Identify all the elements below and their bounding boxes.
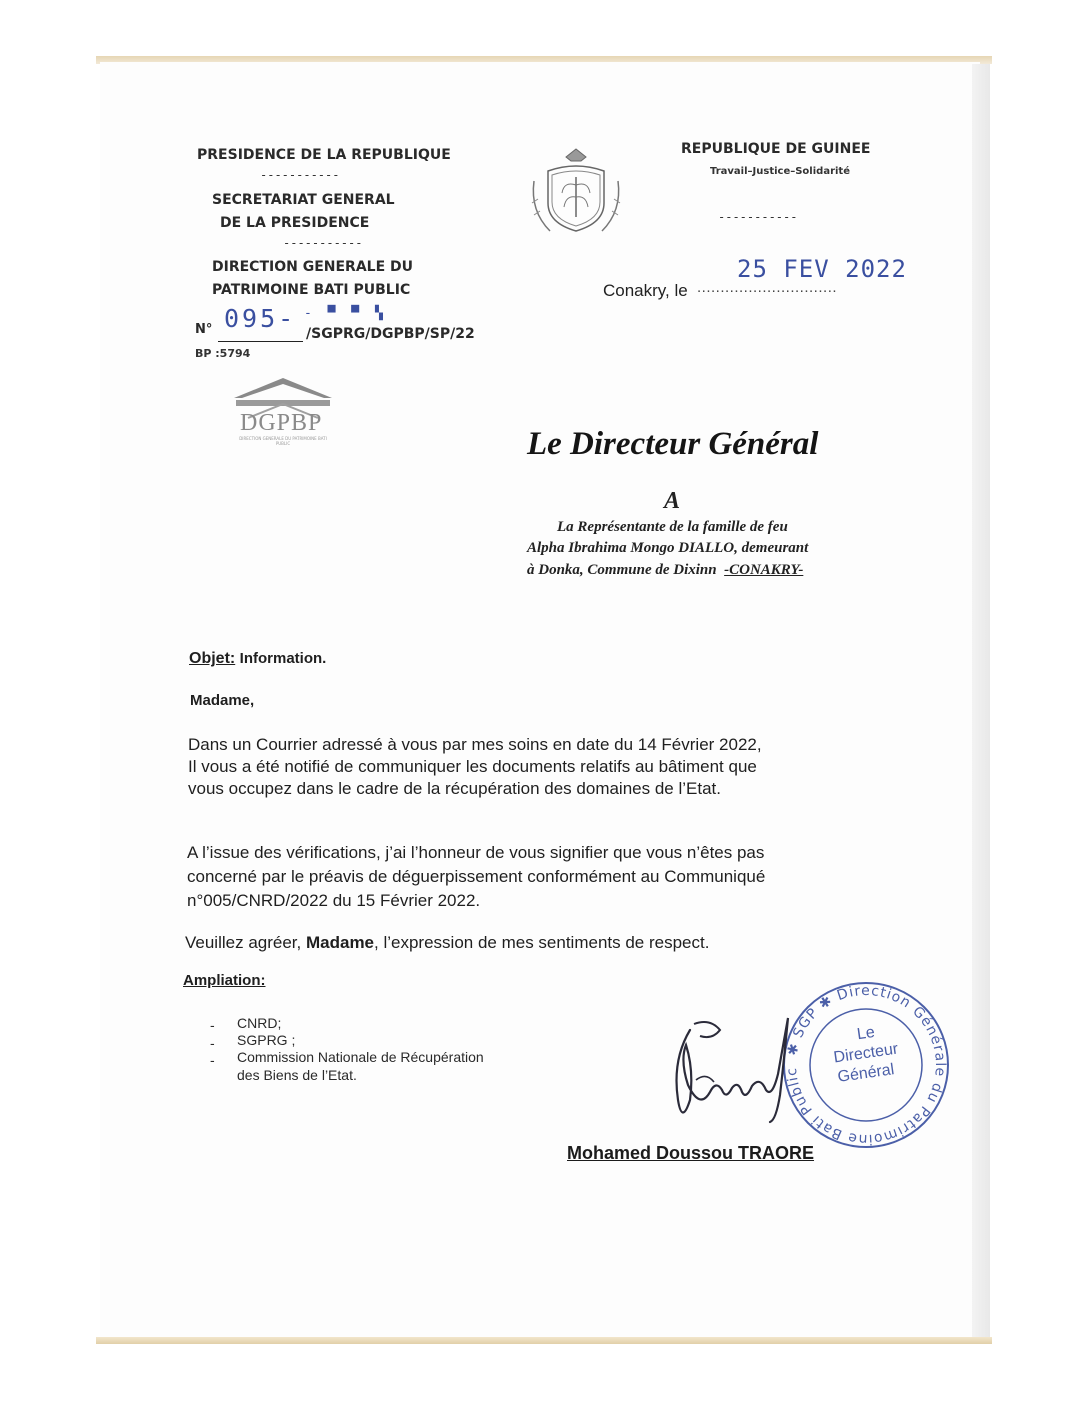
paragraph-1-line-3: vous occupez dans le cadre de la récupération des domaines de l’Etat. [188, 779, 721, 798]
reference-stamp-marks: - ▀ ▀ ▚ [304, 306, 387, 321]
ampliation-bullet: - [210, 1035, 215, 1051]
ampliation-item: CNRD; [237, 1015, 282, 1031]
header-motto: Travail–Justice–Solidarité [710, 166, 850, 177]
header-secretariat: SECRETARIAT GENERAL [212, 192, 395, 208]
sender-title: Le Directeur Général [527, 426, 819, 462]
recipient-address: à Donka, Commune de Dixinn [527, 562, 717, 578]
recipient-line-3 [527, 562, 803, 579]
ampliation-item: des Biens de l’Etat. [237, 1067, 357, 1083]
header-presidence-2: DE LA PRESIDENCE [220, 215, 370, 231]
paragraph-2-line-1: A l’issue des vérifications, j’ai l’honneur de vous signifier que vous n’êtes pas [187, 843, 765, 862]
reference-suffix: /SGPRG/DGPBP/SP/22 [306, 326, 475, 342]
ampliation-item: Commission Nationale de Récupération [237, 1049, 484, 1065]
ampliation-label: Ampliation: [183, 972, 266, 989]
signatory-name: Mohamed Doussou TRAORE [567, 1143, 815, 1163]
paper-edge-bottom [96, 1337, 992, 1344]
ampliation-item: SGPRG ; [237, 1032, 296, 1048]
header-right-separator: ----------- [718, 210, 798, 224]
ampliation-bullet: - [210, 1017, 215, 1033]
closing-prefix: Veuillez agréer, [185, 933, 302, 952]
recipient-city: -CONAKRY- [724, 562, 804, 578]
postal-box: BP :5794 [195, 347, 251, 360]
stamp-center-1: Le [855, 1023, 876, 1044]
header-separator-2: ----------- [283, 236, 363, 250]
header-patrimoine: PATRIMOINE BATI PUBLIC [212, 282, 411, 298]
date-place: Conakry, le [603, 281, 688, 300]
closing-suffix: , l’expression de mes sentiments de respect. [374, 933, 710, 952]
reference-number-stamp: 095- [224, 304, 297, 333]
handwritten-signature [660, 1000, 810, 1130]
signature-icon [660, 1000, 810, 1130]
header-direction: DIRECTION GENERALE DU [212, 259, 413, 275]
paragraph-2-line-2: concerné par le préavis de déguerpissement conformément au Communiqué [187, 867, 766, 886]
paragraph-1-line-2: Il vous a été notifié de communiquer les documents relatifs au bâtiment que [188, 757, 757, 776]
recipient-line-1: La Représentante de la famille de feu [557, 519, 788, 535]
header-country: REPUBLIQUE DE GUINEE [681, 141, 871, 157]
coat-of-arms-icon [526, 141, 626, 239]
salutation: Madame, [190, 692, 255, 709]
paragraph-1-line-1: Dans un Courrier adressé à vous par mes soins en date du 14 Février 2022, [188, 735, 762, 754]
logo-text: DGPBP [240, 410, 323, 436]
logo-subtext: DIRECTION GENERALE DU PATRIMOINE BATI PUBLIC [239, 436, 327, 446]
object-line [189, 650, 326, 668]
stamp-center-3: Général [836, 1061, 896, 1086]
dgpbp-logo [230, 374, 336, 452]
page-shadow [972, 64, 990, 1340]
header-separator: ----------- [260, 168, 340, 182]
recipient-line-2: Alpha Ibrahima Mongo DIALLO, demeurant [527, 540, 809, 556]
object-label: Objet: [189, 650, 236, 667]
ampliation-bullet: - [210, 1052, 215, 1068]
date-stamp: 25 FEV 2022 [737, 255, 907, 283]
header-presidence: PRESIDENCE DE LA REPUBLIQUE [197, 147, 451, 163]
closing-bold: Madame [305, 933, 375, 952]
closing-line [185, 933, 709, 953]
recipient-to: A [664, 488, 681, 514]
stamp-center-2: Directeur [832, 1040, 900, 1067]
date-dots: .............................. [697, 279, 838, 296]
object-value: Information. [239, 650, 327, 667]
paragraph-2-line-3: n°005/CNRD/2022 du 15 Février 2022. [187, 891, 481, 910]
svg-text:✱ SGP ✱ Direction Générale du: ✱ SGP ✱ Direction Générale du Patrimoine Bati Public [783, 982, 949, 1148]
reference-underline [218, 341, 303, 342]
reference-prefix: N° [195, 322, 213, 337]
coat-of-arms [526, 141, 626, 239]
